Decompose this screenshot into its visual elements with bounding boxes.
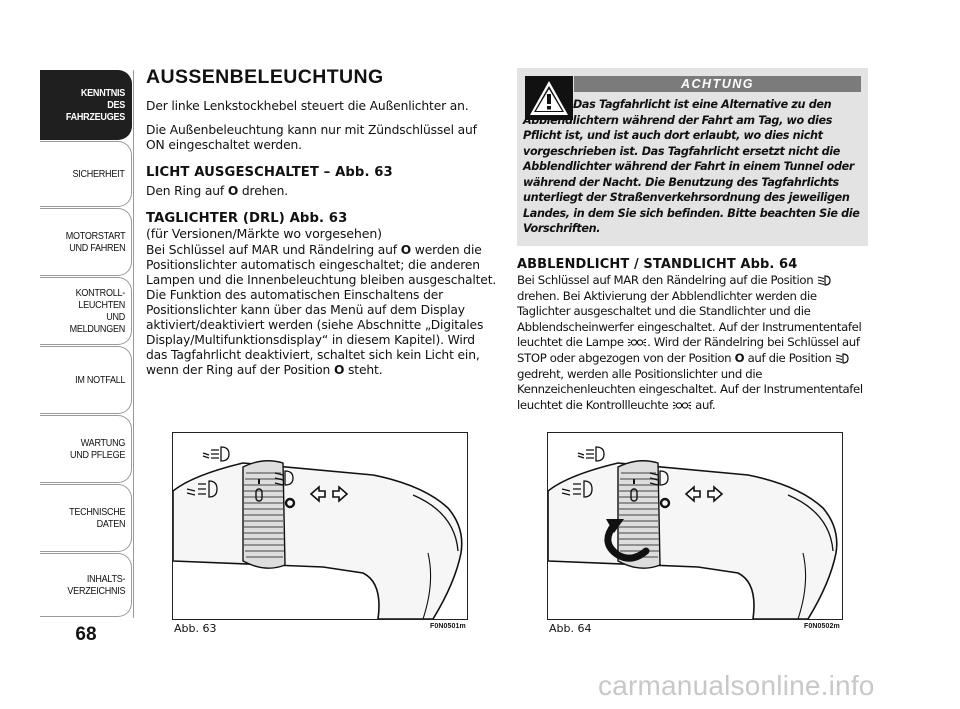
watermark-text: carmanualsonline.info xyxy=(598,670,875,701)
light-stalk-illustration xyxy=(548,433,842,619)
tab-label: INHALTS- VERZEICHNIS xyxy=(67,573,125,597)
tab-im-notfall[interactable] xyxy=(40,346,132,414)
section-title: AUSSENBELEUCHTUNG xyxy=(146,66,384,88)
right-column xyxy=(517,257,869,422)
figure-64-caption: Abb. 64 xyxy=(549,622,592,635)
lights-off-paragraph: Den Ring auf O drehen. xyxy=(146,184,289,198)
figure-63-code: F0N0501m xyxy=(430,623,466,630)
tab-label: MOTORSTART UND FAHREN xyxy=(65,230,125,254)
drl-heading: TAGLICHTER (DRL) Abb. 63 xyxy=(146,211,348,226)
figure-64-code: F0N0502m xyxy=(804,623,840,630)
light-stalk-illustration xyxy=(173,433,467,619)
tab-wartung-und-pflege[interactable] xyxy=(40,415,132,483)
position-light-icon xyxy=(627,337,647,348)
left-column xyxy=(146,66,498,387)
figure-64-light-switch-stalk xyxy=(547,432,843,620)
tab-sicherheit[interactable] xyxy=(40,141,132,207)
off-position-symbol: O xyxy=(400,243,412,257)
tab-inhaltsverzeichnis[interactable] xyxy=(40,553,132,617)
tab-technische-daten[interactable] xyxy=(40,484,132,552)
tab-label: WARTUNG UND PFLEGE xyxy=(69,437,125,461)
page-number: 68 xyxy=(75,624,97,645)
lights-off-heading: LICHT AUSGESCHALTET – Abb. 63 xyxy=(146,165,393,180)
low-beam-heading: ABBLENDLICHT / STANDLICHT Abb. 64 xyxy=(517,257,798,272)
low-beam-paragraph: Bei Schlüssel auf MAR den Rändelring auf die Position drehen. Bei Aktivierung der Abblendlichter werden die Taglichter ausgeschaltet und die Standlichter und die Abblendscheinwerfer eingeschaltet. Auf der Instrumententafel leuchtet die Lampe . Wird der Rändelring bei Schlüssel auf STOP oder abgezogen von der Position O auf die Position gedreht, werden alle Positionslichter und die Kennzeichenleuchten eingeschaltet. Auf der Instrumententafel leuchtet die Kontrollleuchte auf. xyxy=(517,273,863,412)
warning-banner: ACHTUNG xyxy=(574,76,861,92)
warning-box xyxy=(517,68,868,246)
ignition-paragraph: Die Außenbeleuchtung kann nur mit Zündschlüssel auf ON eingeschaltet werden. xyxy=(146,123,477,152)
tab-kenntnis-des-fahrzeuges[interactable] xyxy=(40,70,132,140)
position-light-icon xyxy=(672,400,692,411)
low-beam-icon xyxy=(835,353,849,364)
off-position-symbol: O xyxy=(227,184,239,198)
warning-text: Das Tagfahrlicht ist eine Alternative zu den Abblendlichtern während der Fahrt am Tag, wo dies Pflicht ist, und ist auch dort erlaubt, wo dies nicht vorgeschrieben ist. Das Tagfahrlicht ersetzt nicht die Abblendlichter während der Fahrt in einem Tunnel oder während der Nacht. Die Benutzung des Tagfahrlichts unterliegt der Straßenverkehrsordnung des jeweiligen Landes, in dem Sie sich befinden. Bitte beachten Sie die Vorschriften. xyxy=(523,98,860,235)
tab-label: IM NOTFALL xyxy=(74,374,125,386)
tab-label: KONTROLL- LEUCHTEN UND MELDUNGEN xyxy=(69,287,125,335)
tab-kontrollleuchten-und-meldungen[interactable] xyxy=(40,277,132,345)
off-position-symbol: O xyxy=(333,363,345,377)
figure-63-light-switch-stalk xyxy=(172,432,468,620)
tab-label: KENNTNIS DES FAHRZEUGES xyxy=(65,87,125,123)
sidebar-divider xyxy=(133,70,134,618)
tab-label: SICHERHEIT xyxy=(72,168,125,180)
tab-label: TECHNISCHE DATEN xyxy=(68,506,125,530)
drl-note: (für Versionen/Märkte wo vorgesehen) xyxy=(146,226,382,241)
knurled-ring xyxy=(243,461,285,568)
intro-paragraph: Der linke Lenkstockhebel steuert die Außenlichter an. xyxy=(146,99,469,113)
low-beam-icon xyxy=(817,275,831,286)
tab-motorstart-und-fahren[interactable] xyxy=(40,208,132,276)
off-position-symbol: O xyxy=(734,350,745,365)
drl-paragraph: Bei Schlüssel auf MAR und Rändelring auf O werden die Positionslichter automatisch eingeschaltet; die anderen Lampen und die Innenbeleuchtung bleiben ausgeschaltet. Die Funktion des automatischen Einschaltens der Positionslichter kann über das Menü auf dem Display aktiviert/deaktiviert werden (siehe Abschnitte „Digitales Display/Multifunktionsdisplay“ in diesem Kapitel). Wird das Tagfahrlicht deaktiviert, schaltet sich kein Licht ein, wenn der Ring auf der Position O steht. xyxy=(146,243,497,377)
figure-63-caption: Abb. 63 xyxy=(174,622,217,635)
